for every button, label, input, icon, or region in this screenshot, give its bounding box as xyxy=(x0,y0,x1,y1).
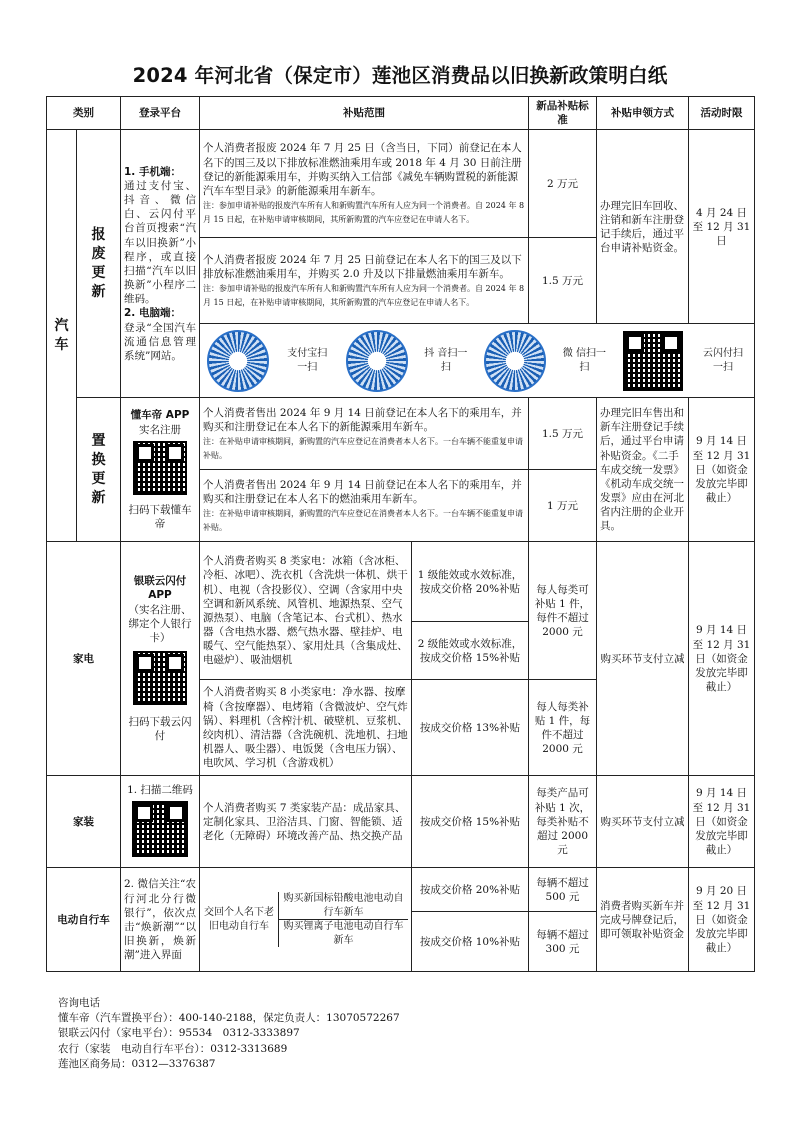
replace-item-2-std: 1 万元 xyxy=(529,470,597,542)
appliance-platform-title: 银联云闪付 APP xyxy=(133,575,187,602)
ebike-item-2-rate: 按成交价格 10%补贴 xyxy=(412,912,529,972)
unionpay-download-qr-icon xyxy=(133,651,187,705)
appliance-row-1 xyxy=(47,542,755,622)
header-platform: 登录平台 xyxy=(121,97,200,130)
appliance-platform xyxy=(121,542,200,776)
appliance-method: 购买环节支付立减 xyxy=(597,542,689,776)
appliance-item-1: 个人消费者购买 8 类家电：冰箱（含冰柜、冷柜、冰吧）、洗衣机（含洗烘一体机、烘干机）、电视（含投影仪）、空调（含家用中央空调和新风系统、风管机、地源热泵、空气源热泵）、电脑（含笔记本、台式机）、热水器（含电热水器、燃气热水器、壁挂炉、电暖气、空气能热泵）、家用灶具（含集成灶、电磁炉）、吸油烟机 xyxy=(200,542,412,680)
replace-item-2-note: 注：在补贴申请审核期间，新购置的汽车应登记在消费者本人名下。一台车辆不能重复申请补贴。 xyxy=(203,508,523,533)
car-replace-row-1 xyxy=(47,398,755,470)
home-rate: 按成交价格 15%补贴 xyxy=(412,776,529,868)
douyin-qr-icon xyxy=(346,330,408,392)
ebike-item-2-std: 每辆不超过 300 元 xyxy=(529,912,597,972)
dongchedi-qr-icon xyxy=(133,441,187,495)
scrap-period: 4 月 24 日至 12 月 31 日 xyxy=(689,130,755,324)
replace-platform-download: 扫码下载懂车帝 xyxy=(128,503,192,531)
appliance-platform-download: 扫码下载云闪付 xyxy=(128,716,192,743)
scrap-item-2-text: 个人消费者报废 2024 年 7 月 25 日前登记在本人名下的国三及以下排放标准燃油乘用车，并购买 2.0 升及以下排量燃油乘用车新车。 xyxy=(203,253,522,280)
ebike-item-2: 购买锂离子电池电动自行车新车 xyxy=(283,921,404,946)
appliance-period: 9 月 14 日至 12 月 31 日（如资金发放完毕即截止） xyxy=(689,542,755,776)
scrap-platform-mobile-text: 通过支付宝、抖音、微信白、云闪付平台首页搜索“汽车以旧换新”小程序，或直接扫描“汽车以旧换新”小程序二维码。 xyxy=(124,179,196,306)
replace-platform-sub: 实名注册 xyxy=(139,423,181,436)
contact-line-2: 银联云闪付（家电平台）：95534 0312-3333897 xyxy=(58,1027,300,1040)
replace-category xyxy=(77,398,121,542)
home-item: 个人消费者购买 7 类家装产品：成品家具、定制化家具、卫浴洁具、门窗、智能锁、适老化（无障碍）环境改善产品、热交换产品 xyxy=(200,776,412,868)
appliance-platform-sub: （实名注册、绑定个人银行卡） xyxy=(128,603,192,644)
car-label: 汽车 xyxy=(54,317,69,353)
ebike-row-1 xyxy=(47,868,755,912)
scrap-qr-strip xyxy=(200,324,755,398)
contact-title: 咨询电话 xyxy=(58,997,100,1009)
car-category xyxy=(47,130,77,542)
ebike-trade-in: 交回个人名下老旧电动自行车 xyxy=(203,892,279,947)
qr-wechat-label: 微 信扫一扫 xyxy=(562,347,606,373)
home-period: 9 月 14 日至 12 月 31 日（如资金发放完毕即截止） xyxy=(689,776,755,868)
replace-item-1-note: 注：在补贴申请审核期间，新购置的汽车应登记在消费者本人名下。一台车辆不能重复申请补贴。 xyxy=(203,436,523,461)
header-method: 补贴申领方式 xyxy=(597,97,689,130)
qr-unionpay-label: 云闪付扫一扫 xyxy=(702,347,743,373)
replace-period: 9 月 14 日至 12 月 31 日（如资金发放完毕即截止） xyxy=(689,398,755,542)
page-title: 2024 年河北省（保定市）莲池区消费品以旧换新政策明白纸 xyxy=(132,64,668,87)
ebike-period: 9 月 20 日至 12 月 31 日（如资金发放完毕即截止） xyxy=(689,868,755,972)
replace-platform-title: 懂车帝 APP xyxy=(130,409,190,422)
ebike-label: 电动自行车 xyxy=(47,868,121,972)
home-row xyxy=(47,776,755,868)
replace-item-1-text: 个人消费者售出 2024 年 9 月 14 日前登记在本人名下的乘用车，并购买和注册登记在本人名下的新能源乘用车新车。 xyxy=(203,406,522,433)
header-scope: 补贴范围 xyxy=(200,97,529,130)
abc-qr-icon xyxy=(132,801,188,857)
header-period: 活动时限 xyxy=(689,97,755,130)
appliance-item-2: 个人消费者购买 8 小类家电：净水器、按摩椅（含按摩器）、电烤箱（含微波炉、空气炸锅）、料理机（含榨汁机、破壁机、豆浆机、绞肉机）、清洁器（含洗碗机、洗地机、扫地机器人、吸尘器）、电饭煲（含电压力锅）、电吹风、学习机（含游戏机） xyxy=(200,680,412,776)
replace-label: 置换更新 xyxy=(91,433,106,506)
home-platform xyxy=(121,776,200,868)
scrap-platform-pc-title: 2. 电脑端： xyxy=(124,307,181,320)
ebike-item-1: 购买新国标铅酸电池电动自行车新车 xyxy=(279,892,408,920)
scrap-item-2-note: 注：参加申请补贴的报废汽车所有人和新购置汽车所有人应为同一个消费者。自 2024 年 8 月 15 日起，在补贴申请审核期间，其所新购置的汽车应登记在申请人名下。 xyxy=(203,283,525,308)
scrap-item-1-text: 个人消费者报废 2024 年 7 月 25 日（含当日，下同）前登记在本人名下的国三及以下排放标准燃油乘用车或 2018 年 4 月 30 日前注册登记的新能源乘用车，并购买纳入工信部《减免车辆购置税的新能源汽车车型目录》的新能源乘用车新车。 xyxy=(203,142,522,197)
ebike-scope xyxy=(200,868,412,972)
car-scrap-row-1 xyxy=(47,130,755,238)
contact-block xyxy=(58,996,400,1072)
scrap-item-2-std: 1.5 万元 xyxy=(529,238,597,324)
header-category: 类别 xyxy=(47,97,121,130)
header-row xyxy=(47,97,755,130)
home-method: 购买环节支付立减 xyxy=(597,776,689,868)
ebike-item-1-rate: 按成交价格 20%补贴 xyxy=(412,868,529,912)
appliance-tier-1: 1 级能效或水效标准，按成交价格 20%补贴 xyxy=(412,542,529,622)
ebike-platform: 2. 微信关注“农行河北分行微银行”，依次点击“焕新潮”“以旧换新，焕新潮”进入界面 xyxy=(121,868,200,972)
home-std: 每类产品可补贴 1 次，每类补贴不超过 2000 元 xyxy=(529,776,597,868)
appliance-tier-2: 2 级能效或水效标准，按成交价格 15%补贴 xyxy=(412,622,529,680)
unionpay-qr-icon xyxy=(623,331,683,391)
appliance-item-1-std: 每人每类可补贴 1 件，每件不超过 2000 元 xyxy=(529,542,597,680)
home-platform-title: 1. 扫描二维码 xyxy=(127,783,193,796)
wechat-qr-icon xyxy=(484,330,546,392)
scrap-item-2 xyxy=(200,238,529,324)
scrap-category xyxy=(77,130,121,398)
scrap-method: 办理完旧车回收、注销和新车注册登记手续后，通过平台申请补贴资金。 xyxy=(597,130,689,324)
scrap-item-1-std: 2 万元 xyxy=(529,130,597,238)
contact-line-3: 农行（家装 电动自行车平台）：0312-3313689 xyxy=(58,1042,288,1055)
alipay-qr-icon xyxy=(207,330,269,392)
scrap-platform xyxy=(121,130,200,398)
scrap-item-1 xyxy=(200,130,529,238)
ebike-method: 消费者购买新车并完成号牌登记后，即可领取补贴资金 xyxy=(597,868,689,972)
appliance-item-2-std: 每人每类补贴 1 件，每件不超过 2000 元 xyxy=(529,680,597,776)
scrap-item-1-note: 注：参加申请补贴的报废汽车所有人和新购置汽车所有人应为同一个消费者。自 2024 年 8 月 15 日起，在补贴申请审核期间，其所新购置的汽车应登记在申请人名下。 xyxy=(203,201,525,225)
home-label: 家装 xyxy=(47,776,121,868)
replace-method: 办理完旧车售出和新车注册登记手续后，通过平台申请补贴资金。《二手车成交统一发票》《机动车成交统一发票》应由在河北省内注册的企业开具。 xyxy=(597,398,689,542)
replace-platform xyxy=(121,398,200,542)
scrap-label: 报废更新 xyxy=(91,227,106,300)
header-standard: 新品补贴标准 xyxy=(529,97,597,130)
policy-table xyxy=(46,96,755,972)
qr-douyin-label: 抖 音扫一扫 xyxy=(424,347,468,373)
scrap-platform-pc-text: 登录“全国汽车流通信息管理系统”网站。 xyxy=(124,321,196,362)
appliance-label: 家电 xyxy=(47,542,121,776)
qr-alipay-label: 支付宝扫一扫 xyxy=(287,347,328,373)
ebike-item-1-std: 每辆不超过 500 元 xyxy=(529,868,597,912)
replace-item-2-text: 个人消费者售出 2024 年 9 月 14 日前登记在本人名下的乘用车，并购买和注册登记在本人名下的燃油乘用车新车。 xyxy=(203,478,522,505)
replace-item-1-std: 1.5 万元 xyxy=(529,398,597,470)
replace-item-2 xyxy=(200,470,529,542)
replace-item-1 xyxy=(200,398,529,470)
contact-line-4: 莲池区商务局：0312—3376387 xyxy=(58,1057,216,1070)
appliance-item-2-rate: 按成交价格 13%补贴 xyxy=(412,680,529,776)
contact-line-1: 懂车帝（汽车置换平台）：400-140-2188，保定负责人：13070572267 xyxy=(58,1012,400,1025)
scrap-platform-mobile-title: 1. 手机端： xyxy=(124,165,181,178)
